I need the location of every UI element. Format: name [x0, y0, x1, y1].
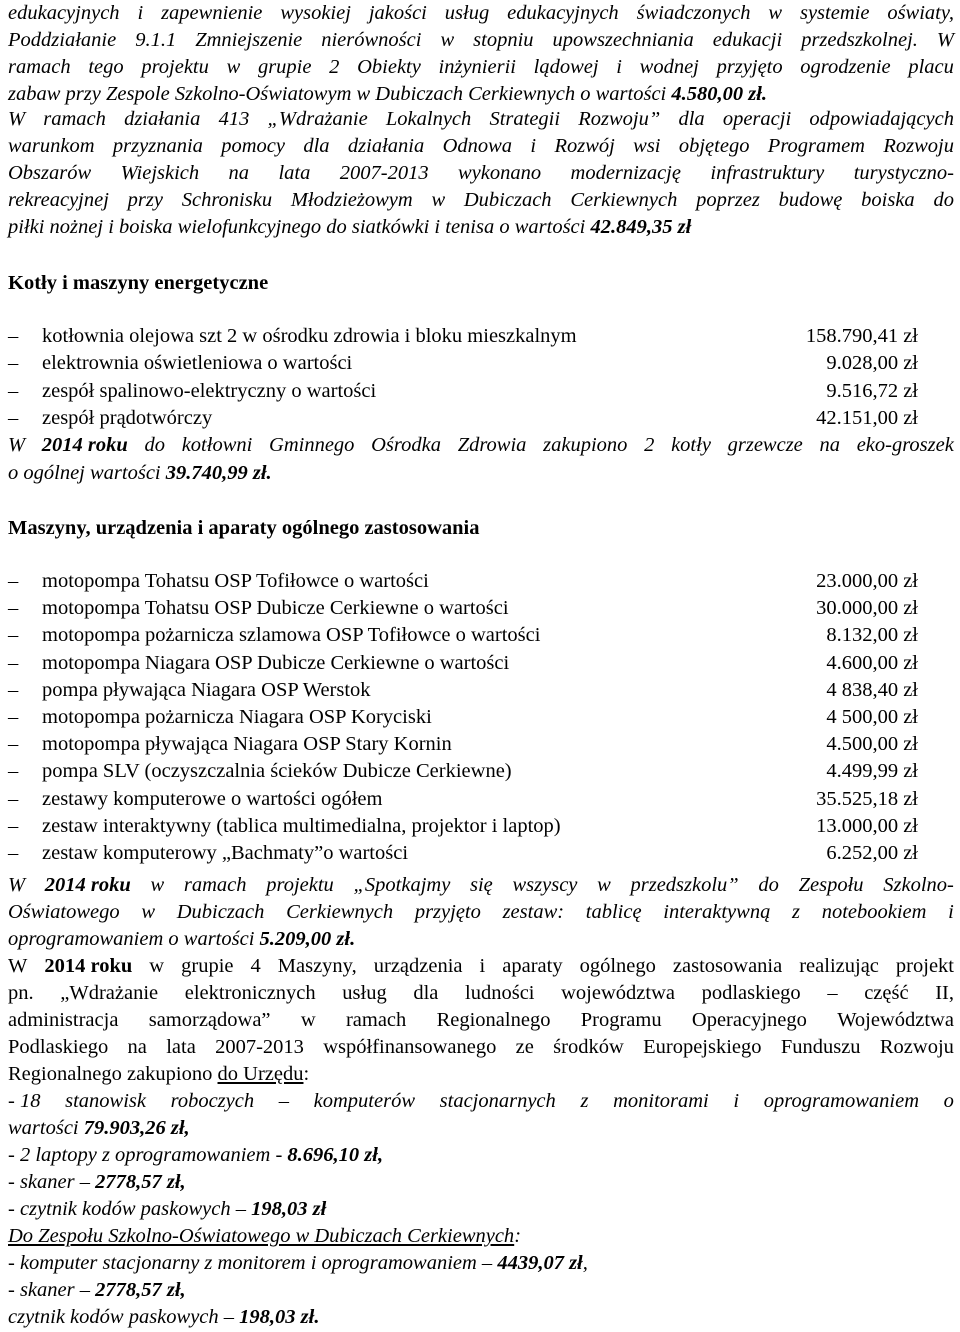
wdrazanie-line-5	[8, 1061, 309, 1087]
wdrazanie-line-2	[8, 980, 954, 1006]
word: inżynierii	[438, 56, 516, 78]
word: współfinansowanego	[323, 1036, 497, 1058]
word: grupie	[181, 955, 234, 977]
word: 413	[218, 108, 250, 130]
word: stopniu	[473, 29, 534, 51]
maszyny-item-label: motopompa pożarnicza szlamowa OSP Tofiłowce o wartości	[42, 624, 541, 647]
intro-line-1	[8, 0, 954, 26]
maszyny-item	[8, 786, 918, 812]
word: środków	[553, 1036, 624, 1058]
word: na	[819, 434, 840, 456]
word: administracja	[8, 1009, 119, 1031]
word: Strategii	[489, 108, 561, 130]
maszyny-item-label: zestaw interaktywny (tablica multimedialna, projektor i laptop)	[42, 814, 561, 837]
kotly-item-value: 9.516,72 zł	[826, 379, 918, 402]
word: Dubiczach	[176, 901, 265, 923]
word: Funduszu	[780, 1036, 861, 1058]
word: edukacji	[712, 29, 783, 51]
word: przyjęto	[716, 56, 783, 78]
word: Poddziałanie	[8, 29, 117, 51]
word: II,	[935, 982, 954, 1004]
list-dash: –	[8, 787, 19, 810]
word: projektu	[141, 56, 209, 78]
word: wysokiej	[280, 2, 351, 24]
word: odpowiadających	[809, 108, 954, 130]
list-dash: –	[8, 406, 19, 429]
word: nierówności	[321, 29, 422, 51]
word: przy	[127, 189, 163, 211]
intro-line-2	[8, 27, 954, 53]
word: w	[300, 1009, 316, 1031]
word: W	[936, 29, 954, 51]
kotly-item-label: kotłownia olejowa szt 2 w ośrodku zdrowia i bloku mieszkalnym	[42, 325, 577, 347]
word: 2014 roku	[44, 955, 133, 977]
word: grupie	[257, 56, 312, 78]
word: ramach	[43, 108, 106, 130]
list-dash: –	[8, 624, 19, 647]
word: Rozwoju”	[578, 108, 661, 130]
maszyny-item-value: 23.000,00 zł	[816, 570, 918, 592]
word: –	[278, 1090, 289, 1112]
maszyny-item	[8, 622, 918, 648]
word: „Wdrażanie	[60, 982, 159, 1004]
word: przyznania	[112, 135, 203, 157]
ogrodzenie-value: 4.580,00 zł.	[671, 83, 768, 105]
word: infrastruktury	[710, 162, 825, 184]
word: Obszarów	[8, 162, 92, 184]
zso-line-3-text: czytnik kodów paskowych –	[8, 1306, 240, 1328]
maszyny-item-label: motopompa Niagara OSP Dubicze Cerkiewne o wartości	[42, 651, 510, 674]
urzad-line-5	[8, 1196, 326, 1222]
word: Europejskiego	[643, 1036, 762, 1058]
urzad-line-2-text: wartości	[8, 1117, 84, 1139]
kotly-item-label: zespół prądotwórczy	[42, 406, 213, 429]
maszyny-item	[8, 813, 918, 839]
word: Programem	[767, 135, 865, 157]
word: działania	[124, 108, 201, 130]
kotly-note-line-2	[8, 460, 272, 486]
word: 2	[329, 56, 340, 78]
word: zestaw:	[502, 901, 565, 923]
maszyny-item-label: zestawy komputerowe o wartości ogółem	[42, 787, 383, 810]
word: wszyscy	[512, 874, 578, 896]
word: „Wdrażanie	[267, 108, 368, 130]
word: w	[150, 874, 165, 896]
word: Zdrowia	[457, 434, 527, 456]
word: –	[827, 982, 838, 1004]
boisko-value: 42.849,35 zł	[590, 216, 692, 238]
word: W	[8, 874, 26, 896]
word: dla	[678, 108, 705, 130]
word: grzewcze	[727, 434, 803, 456]
word: upowszechniania	[552, 29, 694, 51]
word: modernizację	[570, 162, 681, 184]
word: pomocy	[221, 135, 285, 157]
intro-line-8	[8, 187, 954, 213]
zso-line-2-text: - skaner –	[8, 1279, 96, 1301]
word: Zmniejszenie	[195, 29, 303, 51]
word: Odnowa	[442, 135, 513, 157]
list-dash: –	[8, 814, 19, 837]
word: świadczonych	[636, 2, 751, 24]
word: tego	[88, 56, 124, 78]
word: elektronicznych	[184, 982, 316, 1004]
word: z	[580, 1090, 589, 1112]
word: w	[440, 29, 455, 51]
intro-line-5	[8, 106, 954, 132]
spotkajmy-line-2	[8, 899, 954, 925]
list-dash: –	[8, 379, 19, 402]
urzad-line-3	[8, 1142, 383, 1168]
maszyny-item-label: motopompa pożarnicza Niagara OSP Koryciski	[42, 706, 432, 728]
kotly-item	[8, 378, 918, 404]
word: ramach	[345, 1009, 407, 1031]
word: w	[431, 189, 446, 211]
word: zapewnienie	[161, 2, 263, 24]
word: i	[137, 2, 144, 24]
word: działania	[347, 135, 425, 157]
word: Operacyjnego	[691, 1009, 807, 1031]
list-dash: –	[8, 570, 19, 592]
section-heading-maszyny: Maszyny, urządzenia i aparaty ogólnego zastosowania	[8, 517, 480, 539]
word: w	[768, 2, 783, 24]
kotly-note-value: 39.740,99 zł.	[165, 462, 272, 484]
word: interaktywną	[663, 901, 771, 923]
maszyny-item	[8, 758, 918, 784]
maszyny-item-label: motopompa Tohatsu OSP Tofiłowce o wartości	[42, 570, 429, 592]
wdrazanie-line-1	[8, 953, 954, 979]
intro-line-4-text: zabaw przy Zespole Szkolno-Oświatowym w Dubiczach Cerkiewnych o wartości	[8, 83, 672, 105]
kotly-item-value: 42.151,00 zł	[816, 406, 918, 429]
word: W	[8, 108, 26, 130]
word: Zespołu	[798, 874, 864, 896]
word: warunkom	[8, 135, 95, 157]
word: „Spotkajmy	[353, 874, 451, 896]
word: ogrodzenie	[800, 56, 891, 78]
word: z	[792, 901, 801, 923]
word: systemie	[799, 2, 870, 24]
word: urządzenia	[373, 955, 463, 977]
word: w	[149, 955, 165, 977]
intro-line-7	[8, 160, 954, 186]
word: Rozwoju	[883, 135, 954, 157]
list-dash: –	[8, 325, 19, 347]
word: Cerkiewnych	[570, 189, 678, 211]
word: ludności	[465, 982, 535, 1004]
spotkajmy-value: 5.209,00 zł.	[259, 928, 356, 950]
maszyny-item	[8, 840, 918, 866]
list-dash: –	[8, 760, 19, 783]
komputer-value: 4439,07 zł	[497, 1252, 583, 1274]
word: usług	[444, 2, 490, 24]
maszyny-item-label: pompa SLV (oczyszczalnia ścieków Dubicze Cerkiewne)	[42, 760, 512, 783]
word: na	[127, 1036, 147, 1058]
word: 2	[644, 434, 655, 456]
zso-line-2	[8, 1277, 186, 1303]
word: budowę	[778, 189, 843, 211]
word: Podlaskiego	[8, 1036, 109, 1058]
word: 4	[250, 955, 261, 977]
word: boiska	[861, 189, 915, 211]
word: turystyczno-	[853, 162, 954, 184]
word: część	[864, 982, 909, 1004]
maszyny-item	[8, 650, 918, 676]
word: operacji	[722, 108, 792, 130]
word: jakości	[368, 2, 427, 24]
word: Dubiczach	[463, 189, 552, 211]
maszyny-item-value: 30.000,00 zł	[816, 597, 918, 620]
word: do	[758, 874, 779, 896]
laptopy-value: 8.696,10 zł,	[287, 1144, 384, 1166]
word: stacjonarnych	[439, 1090, 556, 1112]
word: edukacyjnych	[507, 2, 619, 24]
list-dash: –	[8, 678, 19, 701]
urzad-line-1	[8, 1088, 954, 1114]
skaner-zso-value: 2778,57 zł,	[95, 1279, 186, 1301]
word: przyjęto	[414, 901, 481, 923]
word: placu	[908, 56, 954, 78]
maszyny-item-value: 13.000,00 zł	[816, 814, 918, 837]
spotkajmy-text: oprogramowaniem o wartości	[8, 928, 260, 950]
word: Maszyny,	[277, 955, 357, 977]
word: 2014 roku	[41, 434, 128, 456]
spotkajmy-line-1	[8, 872, 954, 898]
maszyny-item	[8, 731, 918, 757]
zso-heading-line	[8, 1223, 521, 1249]
list-dash: –	[8, 842, 19, 864]
intro-line-3	[8, 54, 954, 80]
word: i	[733, 1090, 740, 1112]
kotly-item-value: 158.790,41 zł	[805, 325, 918, 347]
maszyny-item-label: motopompa pływająca Niagara OSP Stary Kornin	[42, 733, 452, 756]
word: usług	[342, 982, 387, 1004]
word: przedszkolnej.	[801, 29, 918, 51]
maszyny-item	[8, 704, 918, 730]
word: edukacyjnych	[8, 2, 120, 24]
urzad-line-4	[8, 1169, 186, 1195]
maszyny-item	[8, 677, 918, 703]
word: 9.1.1	[135, 29, 177, 51]
word: podlaskiego	[701, 982, 801, 1004]
maszyny-item	[8, 568, 918, 594]
word: kotły	[671, 434, 711, 456]
word: Lokalnych	[385, 108, 472, 130]
word: lądowej	[533, 56, 599, 78]
word: W	[8, 955, 28, 977]
maszyny-item-value: 8.132,00 zł	[826, 624, 918, 647]
word: się	[470, 874, 493, 896]
word: stanowisk	[65, 1090, 146, 1112]
word: Wiejskich	[120, 162, 200, 184]
word: Szkolno-	[883, 874, 954, 896]
word: lata	[278, 162, 311, 184]
word: Ośrodka	[371, 434, 441, 456]
urzad-line-4-text: - skaner –	[8, 1171, 96, 1193]
word: ze	[515, 1036, 534, 1058]
kotly-item	[8, 323, 918, 349]
word: ramach	[8, 56, 71, 78]
spotkajmy-line-3	[8, 926, 355, 952]
czytnik-urzad-value: 198,03 zł	[251, 1198, 327, 1220]
word: dla	[413, 982, 439, 1004]
zso-line-3	[8, 1304, 319, 1330]
word: oświaty,	[887, 2, 954, 24]
wdrazanie-line-4	[8, 1034, 954, 1060]
kotly-item-value: 9.028,00 zł	[826, 352, 918, 375]
word: projektu	[266, 874, 334, 896]
word: Programu	[580, 1009, 662, 1031]
word: - 18	[8, 1090, 41, 1112]
list-dash: –	[8, 352, 19, 375]
word: realizując	[799, 955, 879, 977]
maszyny-item-value: 4 838,40 zł	[826, 678, 918, 701]
word: i	[616, 56, 622, 78]
word: pn.	[8, 982, 34, 1004]
word: wodnej	[639, 56, 699, 78]
word: o	[943, 1090, 954, 1112]
maszyny-item	[8, 595, 918, 621]
maszyny-item-value: 4.600,00 zł	[826, 651, 918, 674]
word: 2014 roku	[44, 874, 131, 896]
urzad-line-2	[8, 1115, 190, 1141]
maszyny-item-label: pompa pływająca Niagara OSP Werstok	[42, 678, 371, 701]
word: i	[479, 955, 486, 977]
word: samorządowa”	[148, 1009, 271, 1031]
word: projekt	[895, 955, 954, 977]
do-urzedu-colon: :	[303, 1063, 310, 1085]
word: Regionalnego	[436, 1009, 551, 1031]
maszyny-item-value: 35.525,18 zł	[816, 787, 918, 810]
word: tablicę	[585, 901, 642, 923]
word: w	[597, 874, 611, 896]
word: i	[948, 901, 954, 923]
maszyny-item-label: zestaw komputerowy „Bachmaty”o wartości	[42, 842, 409, 864]
word: Województwa	[837, 1009, 954, 1031]
wdrazanie-line-3	[8, 1007, 954, 1033]
urzad-line-3-text: - 2 laptopy z oprogramowaniem -	[8, 1144, 288, 1166]
list-dash: –	[8, 706, 19, 728]
word: eko-groszek	[856, 434, 954, 456]
word: i	[530, 135, 537, 157]
maszyny-item-value: 4.499,99 zł	[826, 760, 918, 783]
maszyny-item-label: motopompa Tohatsu OSP Dubicze Cerkiewne o wartości	[42, 597, 509, 620]
word: dla	[303, 135, 330, 157]
section-heading-kotly: Kotły i maszyny energetyczne	[8, 272, 269, 294]
kotly-note-text: o ogólnej wartości	[8, 462, 166, 484]
urzad-line-5-text: - czytnik kodów paskowych –	[8, 1198, 252, 1220]
word: ramach	[183, 874, 247, 896]
word: zastosowania	[672, 955, 783, 977]
word: do	[144, 434, 165, 456]
zso-line-1-end: ,	[582, 1252, 588, 1274]
zso-heading: Do Zespołu Szkolno-Oświatowego w Dubiczach Cerkiewnych	[8, 1225, 515, 1247]
kotly-item-label: zespół spalinowo-elektryczny o wartości	[42, 379, 377, 402]
kotly-item-label: elektrownia oświetleniowa o wartości	[42, 352, 353, 375]
word: Cerkiewnych	[286, 901, 394, 923]
word: wsi	[633, 135, 661, 157]
word: Młodzieżowym	[290, 189, 413, 211]
kotly-item	[8, 350, 918, 376]
word: Schronisku	[181, 189, 273, 211]
word: w	[226, 56, 241, 78]
word: aparaty	[502, 955, 563, 977]
intro-line-6	[8, 133, 954, 159]
word: oprogramowaniem	[763, 1090, 920, 1112]
czytnik-zso-value: 198,03 zł.	[239, 1306, 320, 1328]
word: ogólnego	[579, 955, 656, 977]
wdrazanie-text: Regionalnego zakupiono	[8, 1063, 218, 1085]
zso-line-1	[8, 1250, 588, 1276]
word: roboczych	[170, 1090, 255, 1112]
maszyny-item-value: 4.500,00 zł	[826, 733, 918, 756]
intro-line-9	[8, 214, 691, 240]
word: Obiekty	[357, 56, 421, 78]
word: przedszkolu”	[630, 874, 739, 896]
intro-line-4	[8, 81, 767, 107]
word: 2007-2013	[215, 1036, 304, 1058]
word: do	[933, 189, 954, 211]
maszyny-item-value: 6.252,00 zł	[826, 842, 918, 864]
word: 2007-2013	[339, 162, 429, 184]
word: poprzez	[696, 189, 760, 211]
stanowiska-value: 79.903,26 zł,	[83, 1117, 190, 1139]
kotly-note-line-1	[8, 432, 954, 458]
skaner-urzad-value: 2778,57 zł,	[95, 1171, 186, 1193]
maszyny-item-value: 4 500,00 zł	[826, 706, 918, 728]
word: Gminnego	[269, 434, 355, 456]
list-dash: –	[8, 597, 19, 620]
word: zakupiono	[543, 434, 628, 456]
word: komputerów	[313, 1090, 415, 1112]
word: monitorami	[613, 1090, 709, 1112]
word: na	[228, 162, 250, 184]
list-dash: –	[8, 733, 19, 756]
list-dash: –	[8, 651, 19, 674]
word: województwa	[561, 982, 675, 1004]
zso-line-1-text: - komputer stacjonarny z monitorem i oprogramowaniem –	[8, 1252, 498, 1274]
word: wykonano	[458, 162, 542, 184]
intro-line-9-text: piłki nożnej i boiska wielofunkcyjnego do siatkówki i tenisa o wartości	[8, 216, 591, 238]
word: w	[141, 901, 156, 923]
word: rekreacyjnej	[8, 189, 109, 211]
kotly-item	[8, 405, 918, 431]
word: W	[8, 434, 26, 456]
word: Rozwój	[554, 135, 615, 157]
word: Rozwoju	[879, 1036, 954, 1058]
word: notebookiem	[821, 901, 927, 923]
do-urzedu-label: do Urzędu	[217, 1063, 304, 1085]
word: Oświatowego	[8, 901, 120, 923]
word: kotłowni	[181, 434, 253, 456]
zso-heading-colon: :	[514, 1225, 522, 1247]
word: lata	[166, 1036, 196, 1058]
word: objętego	[678, 135, 750, 157]
